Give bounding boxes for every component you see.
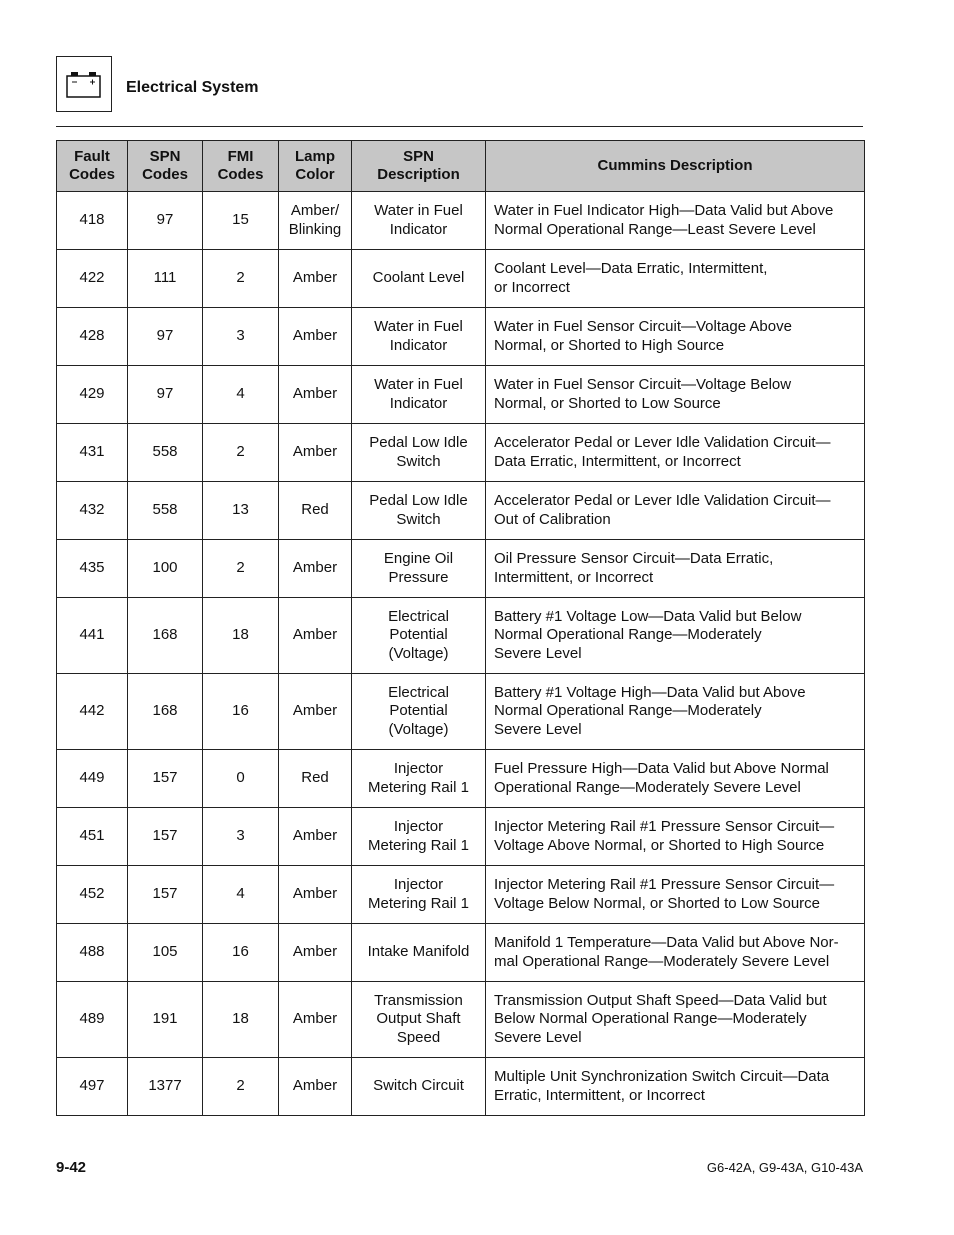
cell-cummins-description: Battery #1 Voltage High—Data Valid but Above Normal Operational Range—Moderately Severe Level — [486, 674, 865, 750]
cell-fmi-code: 4 — [203, 866, 279, 924]
table-row — [57, 750, 865, 808]
cell-lamp-color: Amber — [279, 674, 352, 750]
cell-spn-description: Water in Fuel Indicator — [352, 366, 486, 424]
cell-lamp-color: Amber — [279, 924, 352, 982]
col-cummins-description: Cummins Description — [486, 141, 865, 192]
cell-spn-code: 558 — [128, 482, 203, 540]
cell-cummins-description: Coolant Level—Data Erratic, Intermittent, or Incorrect — [486, 250, 865, 308]
section-icon-box — [56, 56, 112, 112]
table-row — [57, 424, 865, 482]
cell-cummins-description: Injector Metering Rail #1 Pressure Sensor Circuit— Voltage Above Normal, or Shorted to High Source — [486, 808, 865, 866]
table-row — [57, 192, 865, 250]
cell-fault-code: 432 — [57, 482, 128, 540]
cell-fault-code: 418 — [57, 192, 128, 250]
cell-spn-description: Pedal Low Idle Switch — [352, 424, 486, 482]
cell-fmi-code: 18 — [203, 598, 279, 674]
cell-cummins-description: Accelerator Pedal or Lever Idle Validation Circuit— Data Erratic, Intermittent, or Incorrect — [486, 424, 865, 482]
cell-lamp-color: Amber — [279, 598, 352, 674]
fault-code-table — [56, 140, 865, 1116]
cell-spn-code: 97 — [128, 192, 203, 250]
cell-fmi-code: 3 — [203, 308, 279, 366]
cell-fmi-code: 3 — [203, 808, 279, 866]
table-row — [57, 1058, 865, 1116]
cell-lamp-color: Amber — [279, 308, 352, 366]
cell-fault-code: 431 — [57, 424, 128, 482]
table-row — [57, 308, 865, 366]
cell-cummins-description: Oil Pressure Sensor Circuit—Data Erratic, Intermittent, or Incorrect — [486, 540, 865, 598]
cell-spn-code: 168 — [128, 598, 203, 674]
col-fmi-codes: FMI Codes — [203, 141, 279, 192]
cell-fault-code: 428 — [57, 308, 128, 366]
cell-fmi-code: 16 — [203, 924, 279, 982]
table-row — [57, 366, 865, 424]
table-row — [57, 482, 865, 540]
cell-fault-code: 449 — [57, 750, 128, 808]
model-numbers: G6-42A, G9-43A, G10-43A — [706, 1160, 863, 1175]
cell-spn-description: Transmission Output Shaft Speed — [352, 982, 486, 1058]
cell-spn-description: Intake Manifold — [352, 924, 486, 982]
cell-cummins-description: Multiple Unit Synchronization Switch Circuit—Data Erratic, Intermittent, or Incorrect — [486, 1058, 865, 1116]
cell-spn-code: 97 — [128, 366, 203, 424]
page-number: 9-42 — [56, 1159, 87, 1176]
cell-cummins-description: Injector Metering Rail #1 Pressure Sensor Circuit— Voltage Below Normal, or Shorted to Low Source — [486, 866, 865, 924]
cell-lamp-color: Amber — [279, 866, 352, 924]
table-header-row — [57, 141, 865, 192]
cell-cummins-description: Manifold 1 Temperature—Data Valid but Above Nor- mal Operational Range—Moderately Severe Level — [486, 924, 865, 982]
cell-lamp-color: Amber — [279, 540, 352, 598]
cell-cummins-description: Water in Fuel Sensor Circuit—Voltage Above Normal, or Shorted to High Source — [486, 308, 865, 366]
cell-spn-code: 157 — [128, 866, 203, 924]
cell-cummins-description: Accelerator Pedal or Lever Idle Validation Circuit— Out of Calibration — [486, 482, 865, 540]
col-lamp-color: Lamp Color — [279, 141, 352, 192]
cell-spn-code: 558 — [128, 424, 203, 482]
table-row — [57, 674, 865, 750]
cell-cummins-description: Battery #1 Voltage Low—Data Valid but Below Normal Operational Range—Moderately Severe Level — [486, 598, 865, 674]
cell-spn-description: Electrical Potential (Voltage) — [352, 674, 486, 750]
battery-icon — [65, 69, 103, 99]
cell-fmi-code: 2 — [203, 1058, 279, 1116]
cell-spn-code: 157 — [128, 750, 203, 808]
cell-fmi-code: 0 — [203, 750, 279, 808]
table-row — [57, 808, 865, 866]
cell-spn-description: Engine Oil Pressure — [352, 540, 486, 598]
cell-lamp-color: Amber/ Blinking — [279, 192, 352, 250]
cell-spn-code: 105 — [128, 924, 203, 982]
cell-spn-code: 111 — [128, 250, 203, 308]
cell-spn-code: 191 — [128, 982, 203, 1058]
table-row — [57, 866, 865, 924]
header-rule — [56, 126, 863, 127]
cell-fmi-code: 13 — [203, 482, 279, 540]
cell-fault-code: 497 — [57, 1058, 128, 1116]
table-row — [57, 250, 865, 308]
cell-fmi-code: 2 — [203, 424, 279, 482]
cell-lamp-color: Amber — [279, 250, 352, 308]
cell-fmi-code: 15 — [203, 192, 279, 250]
cell-spn-description: Injector Metering Rail 1 — [352, 808, 486, 866]
cell-cummins-description: Fuel Pressure High—Data Valid but Above Normal Operational Range—Moderately Severe Level — [486, 750, 865, 808]
cell-fault-code: 429 — [57, 366, 128, 424]
cell-fmi-code: 4 — [203, 366, 279, 424]
cell-fault-code: 441 — [57, 598, 128, 674]
cell-fmi-code: 2 — [203, 250, 279, 308]
cell-fault-code: 451 — [57, 808, 128, 866]
cell-spn-description: Switch Circuit — [352, 1058, 486, 1116]
cell-lamp-color: Amber — [279, 424, 352, 482]
cell-spn-description: Injector Metering Rail 1 — [352, 750, 486, 808]
cell-lamp-color: Amber — [279, 808, 352, 866]
cell-spn-description: Coolant Level — [352, 250, 486, 308]
cell-spn-description: Water in Fuel Indicator — [352, 308, 486, 366]
section-title: Electrical System — [126, 79, 259, 96]
cell-fault-code: 435 — [57, 540, 128, 598]
cell-cummins-description: Water in Fuel Sensor Circuit—Voltage Below Normal, or Shorted to Low Source — [486, 366, 865, 424]
cell-spn-code: 157 — [128, 808, 203, 866]
cell-cummins-description: Transmission Output Shaft Speed—Data Valid but Below Normal Operational Range—Moderately Severe Level — [486, 982, 865, 1058]
col-spn-description: SPN Description — [352, 141, 486, 192]
cell-spn-code: 100 — [128, 540, 203, 598]
cell-fmi-code: 18 — [203, 982, 279, 1058]
cell-spn-description: Injector Metering Rail 1 — [352, 866, 486, 924]
cell-fault-code: 442 — [57, 674, 128, 750]
cell-fault-code: 489 — [57, 982, 128, 1058]
cell-fmi-code: 16 — [203, 674, 279, 750]
cell-spn-description: Electrical Potential (Voltage) — [352, 598, 486, 674]
table-row — [57, 982, 865, 1058]
cell-fault-code: 422 — [57, 250, 128, 308]
cell-spn-code: 168 — [128, 674, 203, 750]
cell-spn-description: Water in Fuel Indicator — [352, 192, 486, 250]
table-row — [57, 540, 865, 598]
col-fault-codes: Fault Codes — [57, 141, 128, 192]
table-row — [57, 924, 865, 982]
cell-fmi-code: 2 — [203, 540, 279, 598]
col-spn-codes: SPN Codes — [128, 141, 203, 192]
cell-spn-code: 1377 — [128, 1058, 203, 1116]
cell-spn-code: 97 — [128, 308, 203, 366]
cell-fault-code: 488 — [57, 924, 128, 982]
cell-spn-description: Pedal Low Idle Switch — [352, 482, 486, 540]
cell-lamp-color: Amber — [279, 366, 352, 424]
cell-lamp-color: Red — [279, 482, 352, 540]
cell-lamp-color: Red — [279, 750, 352, 808]
table-row — [57, 598, 865, 674]
cell-fault-code: 452 — [57, 866, 128, 924]
cell-cummins-description: Water in Fuel Indicator High—Data Valid but Above Normal Operational Range—Least Severe Level — [486, 192, 865, 250]
cell-lamp-color: Amber — [279, 982, 352, 1058]
cell-lamp-color: Amber — [279, 1058, 352, 1116]
